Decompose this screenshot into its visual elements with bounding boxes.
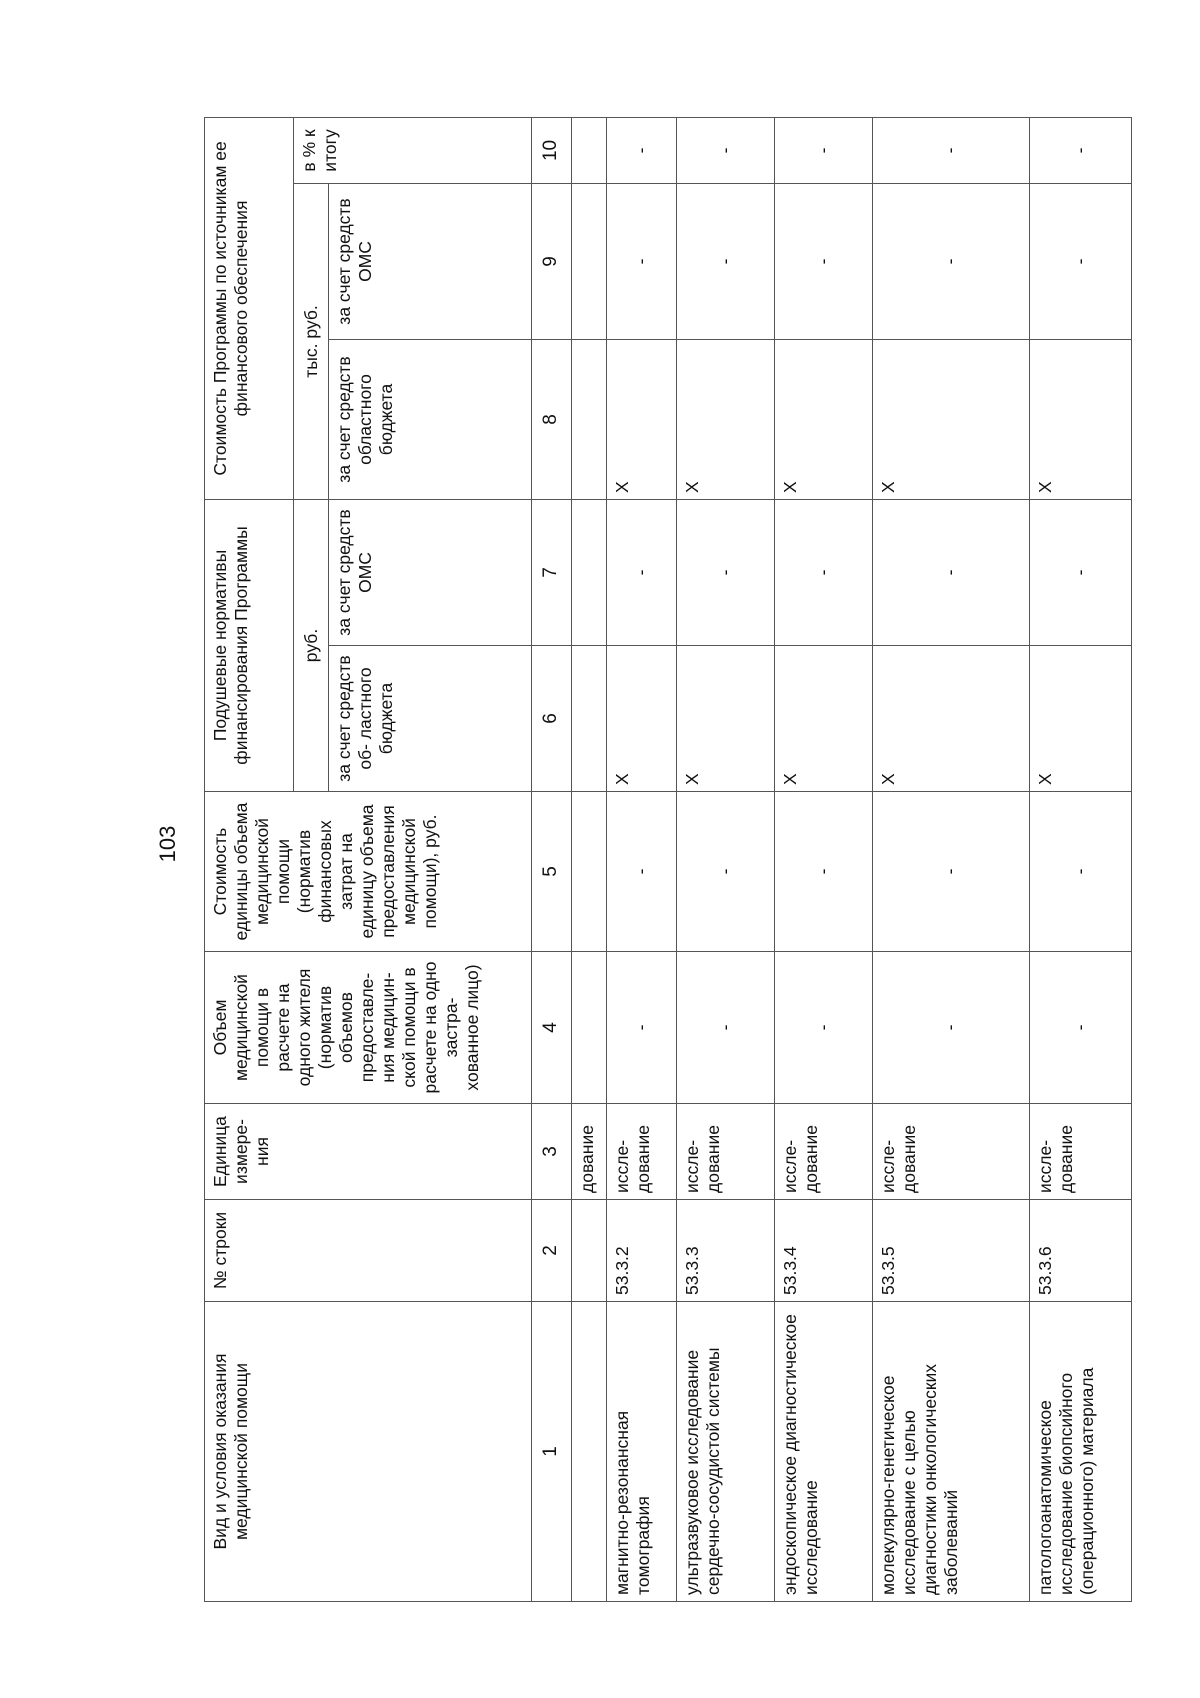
row-volume: - [677, 952, 775, 1104]
empty-cell [571, 1302, 607, 1602]
row-unit: иссле- дование [775, 1104, 873, 1200]
row-name: эндоскопическое диагностическое исследование [775, 1302, 873, 1602]
row-unit-cost: - [607, 792, 677, 952]
header-cost-oms: за счет средств ОМС [329, 183, 531, 339]
row-percent: - [775, 117, 873, 183]
row-cost-oms: - [607, 183, 677, 339]
row-percent: - [1029, 117, 1131, 183]
row-oms: - [1029, 499, 1131, 645]
column-number: 5 [531, 792, 571, 952]
column-number: 4 [531, 952, 571, 1104]
column-number: 10 [531, 117, 571, 183]
row-name: магнитно-резонансная томография [607, 1302, 677, 1602]
row-regional-budget: X [607, 646, 677, 792]
header-line-no: № строки [205, 1200, 532, 1302]
table-row [677, 117, 775, 1601]
row-name: молекулярно-генетическое исследование с целью диагностики онкологических заболеваний [872, 1302, 1029, 1602]
row-cost-regional-budget: X [1029, 339, 1131, 499]
row-oms: - [677, 499, 775, 645]
row-line-no: 53.3.5 [872, 1200, 1029, 1302]
column-number-row [531, 117, 571, 1601]
rotated-table-frame [204, 118, 1132, 1602]
empty-cell [571, 646, 607, 792]
header-program-cost: Стоимость Программы по источникам ее финансового обеспечения [205, 117, 294, 499]
header-unit: Единица измере- ния [205, 1104, 532, 1200]
row-oms: - [607, 499, 677, 645]
row-cost-oms: - [1029, 183, 1131, 339]
header-percent: в % к итогу [293, 117, 531, 183]
row-oms: - [872, 499, 1029, 645]
row-regional-budget: X [775, 646, 873, 792]
row-cost-oms: - [872, 183, 1029, 339]
row-regional-budget: X [677, 646, 775, 792]
header-oms: за счет средств ОМС [329, 499, 531, 645]
table-row [607, 117, 677, 1601]
table-row [1029, 117, 1131, 1601]
column-number: 7 [531, 499, 571, 645]
row-line-no: 53.3.4 [775, 1200, 873, 1302]
column-number: 2 [531, 1200, 571, 1302]
row-unit: иссле- дование [872, 1104, 1029, 1200]
row-line-no: 53.3.3 [677, 1200, 775, 1302]
row-unit: иссле- дование [1029, 1104, 1131, 1200]
financing-table [204, 117, 1132, 1602]
row-volume: - [775, 952, 873, 1104]
column-number: 6 [531, 646, 571, 792]
row-percent: - [872, 117, 1029, 183]
carry-over-row [571, 117, 607, 1601]
table-row [775, 117, 873, 1601]
header-program-cost-unit: тыс. руб. [293, 183, 329, 499]
financing-table-container [204, 118, 1132, 1602]
row-unit-cost: - [1029, 792, 1131, 952]
row-regional-budget: X [872, 646, 1029, 792]
row-line-no: 53.3.6 [1029, 1200, 1131, 1302]
header-kind: Вид и условия оказания медицинской помощи [205, 1302, 532, 1602]
row-cost-oms: - [775, 183, 873, 339]
row-cost-regional-budget: X [677, 339, 775, 499]
row-percent: - [677, 117, 775, 183]
row-volume: - [1029, 952, 1131, 1104]
column-number: 1 [531, 1302, 571, 1602]
header-per-capita: Подушевые нормативы финансирования Программы [205, 499, 294, 791]
carry-over-text: дование [571, 1104, 607, 1200]
empty-cell [571, 792, 607, 952]
column-number: 3 [531, 1104, 571, 1200]
empty-cell [571, 183, 607, 339]
row-name: патологоанатомическое исследование биопсийного (операционного) материала [1029, 1302, 1131, 1602]
header-regional-budget: за счет средств об- ластного бюджета [329, 646, 531, 792]
row-cost-regional-budget: X [775, 339, 873, 499]
header-row-1 [205, 117, 294, 1601]
column-number: 9 [531, 183, 571, 339]
header-unit-cost: Стоимость единицы объема медицинской помощи (норматив финансовых затрат на единицу объема предоставления медицинской помощи), руб. [205, 792, 532, 952]
table-row [872, 117, 1029, 1601]
header-cost-regional-budget: за счет средств областного бюджета [329, 339, 531, 499]
row-oms: - [775, 499, 873, 645]
row-regional-budget: X [1029, 646, 1131, 792]
row-line-no: 53.3.2 [607, 1200, 677, 1302]
row-unit-cost: - [677, 792, 775, 952]
empty-cell [571, 117, 607, 183]
header-volume: Объем медицинской помощи в расчете на одного жителя (норматив объемов предоставле- ния медицин- ской помощи в расчете на одно застра- хованное лицо) [205, 952, 532, 1104]
row-unit: иссле- дование [607, 1104, 677, 1200]
header-per-capita-unit: руб. [293, 499, 329, 791]
row-cost-regional-budget: X [872, 339, 1029, 499]
page-number: 103 [155, 825, 180, 863]
row-unit: иссле- дование [677, 1104, 775, 1200]
row-name: ультразвуковое исследование сердечно-сосудистой системы [677, 1302, 775, 1602]
row-cost-oms: - [677, 183, 775, 339]
empty-cell [571, 1200, 607, 1302]
row-volume: - [607, 952, 677, 1104]
empty-cell [571, 499, 607, 645]
empty-cell [571, 339, 607, 499]
column-number: 8 [531, 339, 571, 499]
empty-cell [571, 952, 607, 1104]
row-unit-cost: - [872, 792, 1029, 952]
row-volume: - [872, 952, 1029, 1104]
row-cost-regional-budget: X [607, 339, 677, 499]
row-percent: - [607, 117, 677, 183]
row-unit-cost: - [775, 792, 873, 952]
